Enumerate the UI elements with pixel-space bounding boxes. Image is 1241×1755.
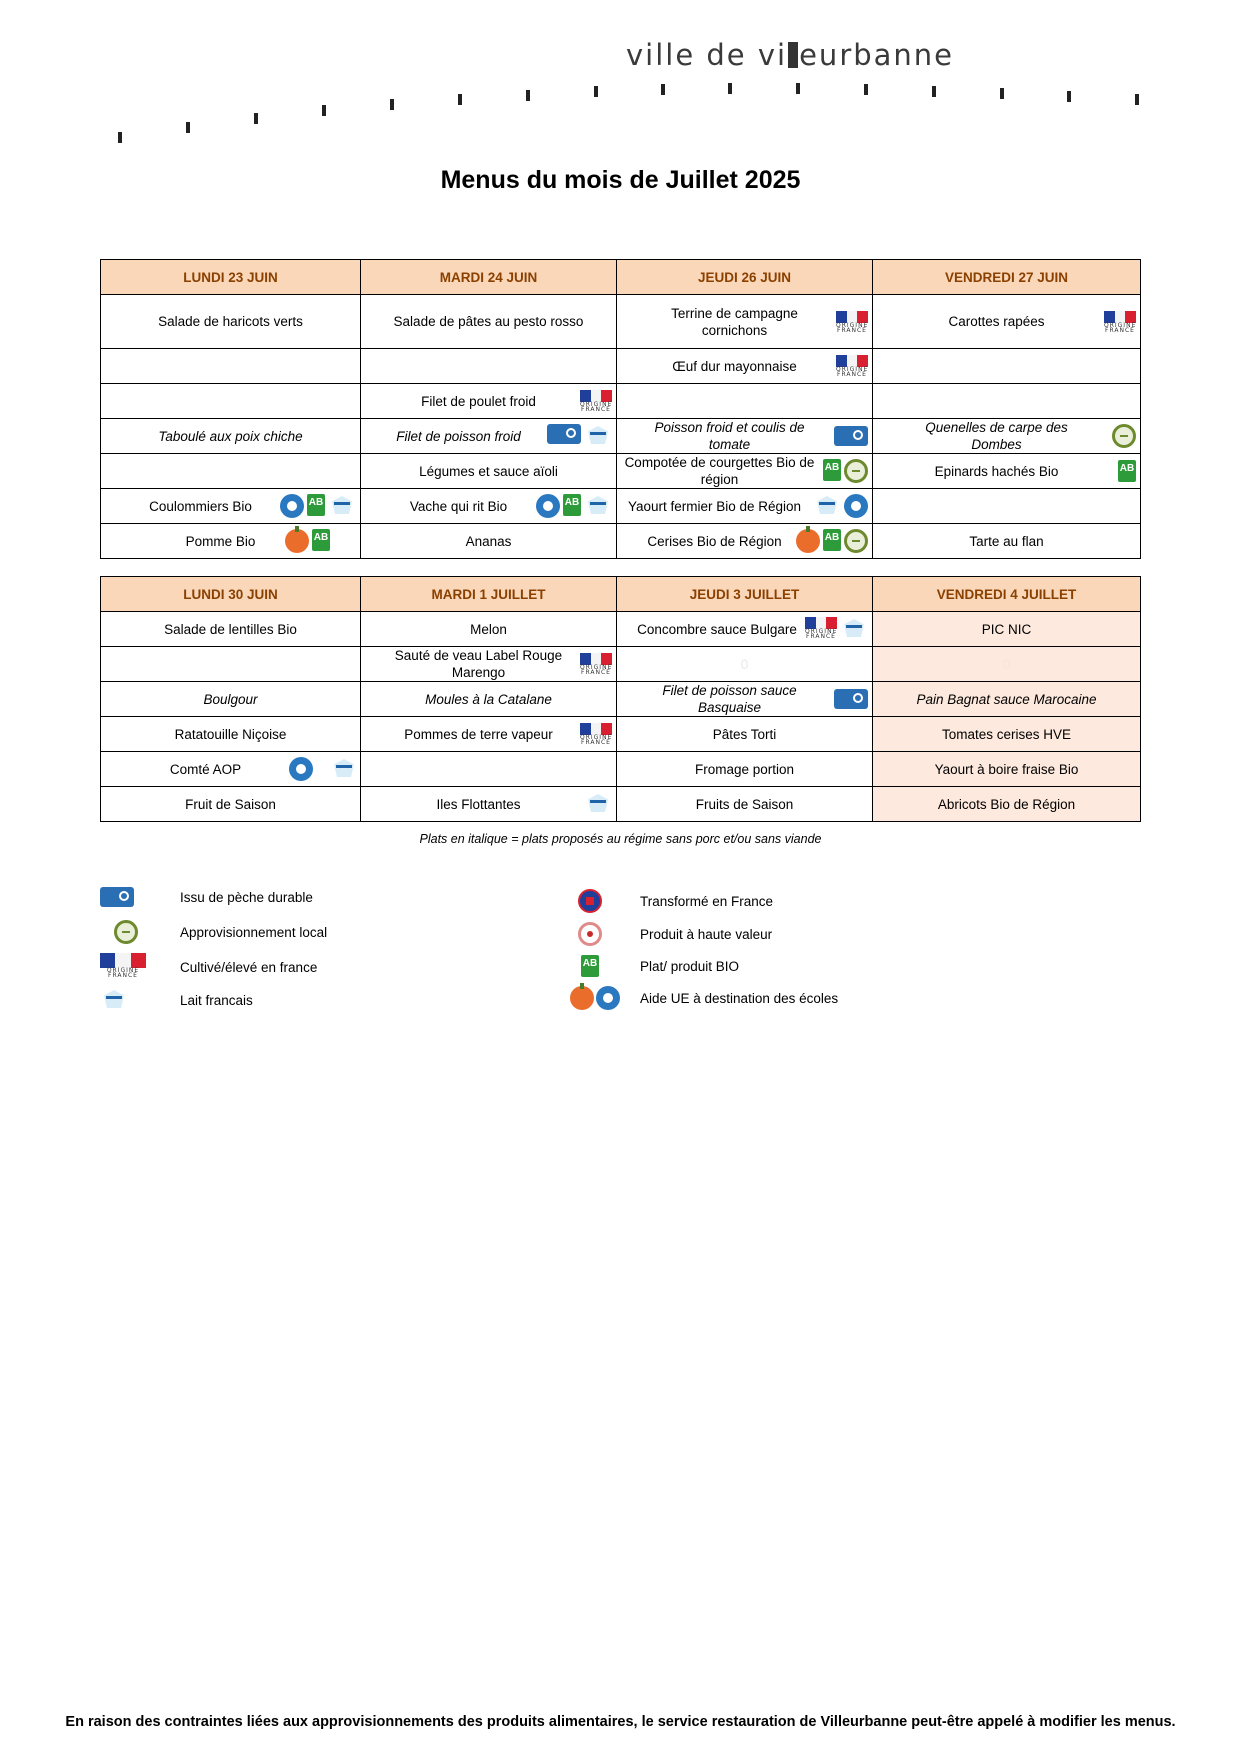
dish-name: Epinards hachés Bio [934, 463, 1059, 479]
table-row [101, 349, 1141, 384]
fruit-aid-icon [570, 986, 594, 1010]
table-header-row [101, 577, 1141, 612]
legend-item [100, 887, 313, 907]
page-title: Menus du mois de Juillet 2025 [440, 166, 801, 194]
local-icon [844, 459, 868, 483]
table-row [101, 454, 1141, 489]
legend-label: Issu de pèche durable [180, 889, 313, 905]
menu-cell [361, 349, 617, 384]
table-row [101, 612, 1141, 647]
table-row [101, 489, 1141, 524]
legend-label: Plat/ produit BIO [640, 958, 740, 974]
menu-cell [617, 752, 873, 787]
dish-name: Ratatouille Niçoise [174, 726, 287, 742]
origine-france-icon: ORIGINE FRANCE [1104, 311, 1136, 333]
day-header: LUNDI 23 JUIN [101, 260, 361, 295]
dish-name: Boulgour [203, 691, 258, 707]
lait-icon [100, 988, 128, 1012]
menu-cell [361, 454, 617, 489]
menu-cell [873, 752, 1141, 787]
local-icon [1112, 424, 1136, 448]
menu-cell [101, 717, 361, 752]
dish-name: Fruits de Saison [695, 796, 794, 812]
table-row [101, 752, 1141, 787]
bio-icon: AB [823, 529, 841, 551]
dish-name: Iles Flottantes [436, 796, 521, 812]
menu-cell [873, 349, 1141, 384]
day-header: MARDI 1 JUILLET [361, 577, 617, 612]
menu-table-week1 [100, 259, 1141, 559]
logo-text-end: eurbanne [799, 38, 955, 72]
menu-cell [101, 295, 361, 349]
local-icon [114, 920, 138, 944]
menu-cell [361, 752, 617, 787]
fruit-aid-icon [796, 529, 820, 553]
legend-item [100, 920, 327, 944]
origine-france-icon: ORIGINE FRANCE [580, 723, 612, 745]
dish-name: Pomme Bio [185, 533, 256, 549]
legend-item [570, 986, 838, 1010]
lait-icon [584, 424, 612, 448]
menu-table-week2 [100, 576, 1141, 822]
dish-name: Moules à la Catalane [425, 691, 552, 707]
menu-cell [361, 524, 617, 559]
menu-cell [617, 682, 873, 717]
table-row [101, 524, 1141, 559]
menu-cell [617, 419, 873, 454]
dish-name: Filet de poulet froid [421, 393, 536, 409]
origine-france-icon: ORIGINE FRANCE [836, 311, 868, 333]
day-header: VENDREDI 4 JUILLET [873, 577, 1141, 612]
dish-name: Yaourt à boire fraise Bio [934, 761, 1079, 777]
menu-cell [101, 752, 361, 787]
dish-name: Quenelles de carpe des Dombes [925, 420, 1068, 452]
legend-item [578, 922, 772, 946]
bio-icon: AB [823, 459, 841, 481]
dish-name: Poisson froid et coulis de tomate [654, 420, 805, 452]
dish-name: Pommes de terre vapeur [404, 726, 553, 742]
menu-cell [101, 682, 361, 717]
dish-name: Salade de haricots verts [158, 314, 303, 329]
dish-name: Comté AOP [169, 761, 242, 777]
legend-label: Cultivé/élevé en france [180, 959, 318, 975]
menu-cell [873, 787, 1141, 822]
menu-cell [361, 489, 617, 524]
table-row [101, 295, 1141, 349]
lait-icon [584, 494, 612, 518]
dish-name: Cerises Bio de Région [647, 533, 782, 549]
menu-cell [873, 384, 1141, 419]
aide-ue-icon [280, 494, 304, 518]
menu-cell [361, 384, 617, 419]
legend-label: Approvisionnement local [180, 924, 328, 940]
menu-cell [617, 524, 873, 559]
legend-label: Produit à haute valeur [640, 926, 773, 942]
dish-name: Abricots Bio de Région [937, 796, 1076, 812]
legend-label: Transformé en France [640, 893, 774, 909]
dish-name: Vache qui rit Bio [409, 498, 508, 514]
menu-cell [617, 612, 873, 647]
menu-cell [873, 682, 1141, 717]
msc-icon [547, 424, 581, 444]
menu-cell [873, 489, 1141, 524]
dish-name: Légumes et sauce aïoli [419, 463, 558, 479]
lait-icon [584, 792, 612, 816]
menu-cell [617, 787, 873, 822]
day-header: LUNDI 30 JUIN [101, 577, 361, 612]
menu-cell [101, 489, 361, 524]
table-row [101, 384, 1141, 419]
dish-name: Tarte au flan [969, 533, 1044, 549]
dish-name: Pâtes Torti [712, 726, 777, 742]
menu-cell [617, 717, 873, 752]
origine-france-icon: ORIGINE FRANCE [805, 617, 837, 639]
dish-name: Sauté de veau Label Rouge Marengo [394, 648, 563, 680]
msc-icon [834, 689, 868, 709]
dish-name: Œuf dur mayonnaise [672, 358, 797, 374]
day-header: VENDREDI 27 JUIN [873, 260, 1141, 295]
table-row [101, 419, 1141, 454]
dish-name: Fromage portion [694, 761, 795, 777]
villeurbanne-logo [626, 38, 954, 72]
dish-name: Filet de poisson froid [396, 428, 521, 444]
table-row [101, 787, 1141, 822]
legend-item [100, 988, 253, 1012]
legend-item [578, 955, 739, 977]
menu-cell [873, 717, 1141, 752]
dish-name: Pain Bagnat sauce Marocaine [916, 691, 1097, 707]
day-header: JEUDI 26 JUIN [617, 260, 873, 295]
bio-icon: AB [307, 494, 325, 516]
msc-icon [834, 426, 868, 446]
logo-text-start: ville de vi [626, 38, 788, 72]
menu-cell [617, 384, 873, 419]
dish-name: Ananas [465, 533, 512, 549]
dish-name: 0 [1002, 656, 1011, 672]
haute-valeur-icon [578, 922, 602, 946]
legend-item [578, 889, 773, 913]
menu-cell [101, 787, 361, 822]
aide-ue-icon [536, 494, 560, 518]
day-header: MARDI 24 JUIN [361, 260, 617, 295]
origine-france-icon: ORIGINE FRANCE [580, 653, 612, 675]
origine-france-icon: ORIGINE FRANCE [100, 953, 146, 981]
dish-name: Concombre sauce Bulgare [637, 621, 797, 637]
footer-disclaimer: En raison des contraintes liées aux approvisionnements des produits alimentaires, le service restauration de Villeurbanne peut-être appelé à modifier les menus. [65, 1714, 1176, 1730]
dish-name: Taboulé aux poix chiche [158, 428, 303, 444]
menu-cell [361, 647, 617, 682]
dish-name: Fruit de Saison [185, 796, 276, 812]
table-row [101, 717, 1141, 752]
menu-cell [101, 454, 361, 489]
menu-cell [361, 419, 617, 454]
bio-icon: AB [563, 494, 581, 516]
legend-item [100, 953, 317, 981]
menu-cell [873, 295, 1141, 349]
menu-cell [101, 419, 361, 454]
bio-icon: AB [312, 529, 330, 551]
menu-cell [101, 612, 361, 647]
origine-france-icon: ORIGINE FRANCE [580, 390, 612, 412]
dish-name: Salade de pâtes au pesto rosso [393, 314, 584, 329]
menu-cell [873, 454, 1141, 489]
lait-icon [813, 494, 841, 518]
dish-name: Coulommiers Bio [149, 498, 252, 514]
origine-france-icon: ORIGINE FRANCE [836, 355, 868, 377]
local-icon [844, 529, 868, 553]
table-row [101, 682, 1141, 717]
aide-ue-icon [844, 494, 868, 518]
dish-name: Terrine de campagne cornichons [671, 305, 798, 338]
menu-cell [873, 419, 1141, 454]
aide-ue-icon [596, 986, 620, 1010]
bio-icon: AB [1118, 460, 1136, 482]
dish-name: Carottes rapées [948, 314, 1045, 329]
menu-cell [361, 612, 617, 647]
dish-name: Salade de lentilles Bio [164, 621, 297, 637]
menu-cell [101, 647, 361, 682]
table-header-row [101, 260, 1141, 295]
aide-ue-icon [289, 757, 313, 781]
lait-icon [840, 617, 868, 641]
table-row [101, 647, 1141, 682]
menu-cell [101, 349, 361, 384]
menu-cell [617, 489, 873, 524]
dish-name: Melon [470, 621, 507, 637]
fruit-aid-icon [285, 529, 309, 553]
dish-name: Compotée de courgettes Bio de région [624, 455, 815, 487]
menu-cell [617, 349, 873, 384]
menu-cell [617, 454, 873, 489]
bio-icon: AB [581, 955, 599, 977]
menu-cell [101, 384, 361, 419]
dish-name: Tomates cerises HVE [941, 726, 1072, 742]
italic-note: Plats en italique = plats proposés au régime sans porc et/ou sans viande [419, 832, 822, 846]
menu-cell [617, 295, 873, 349]
menu-cell [361, 295, 617, 349]
dish-name: 0 [740, 656, 749, 672]
dish-name: Filet de poisson sauce Basquaise [662, 683, 797, 715]
dish-name: Yaourt fermier Bio de Région [627, 498, 802, 514]
menu-cell [617, 647, 873, 682]
legend-label: Lait francais [180, 992, 253, 1008]
menu-cell [101, 524, 361, 559]
msc-icon [100, 887, 134, 907]
legend-label: Aide UE à destination des écoles [640, 990, 839, 1006]
menu-cell [361, 682, 617, 717]
transforme-france-icon [578, 889, 602, 913]
menu-cell [873, 524, 1141, 559]
menu-cell [361, 717, 617, 752]
menu-cell [361, 787, 617, 822]
logo-bar [788, 42, 798, 68]
dish-name: PIC NIC [981, 621, 1032, 637]
day-header: JEUDI 3 JUILLET [617, 577, 873, 612]
menu-cell [873, 647, 1141, 682]
lait-icon [330, 757, 358, 781]
lait-icon [328, 494, 356, 518]
menu-cell [873, 612, 1141, 647]
